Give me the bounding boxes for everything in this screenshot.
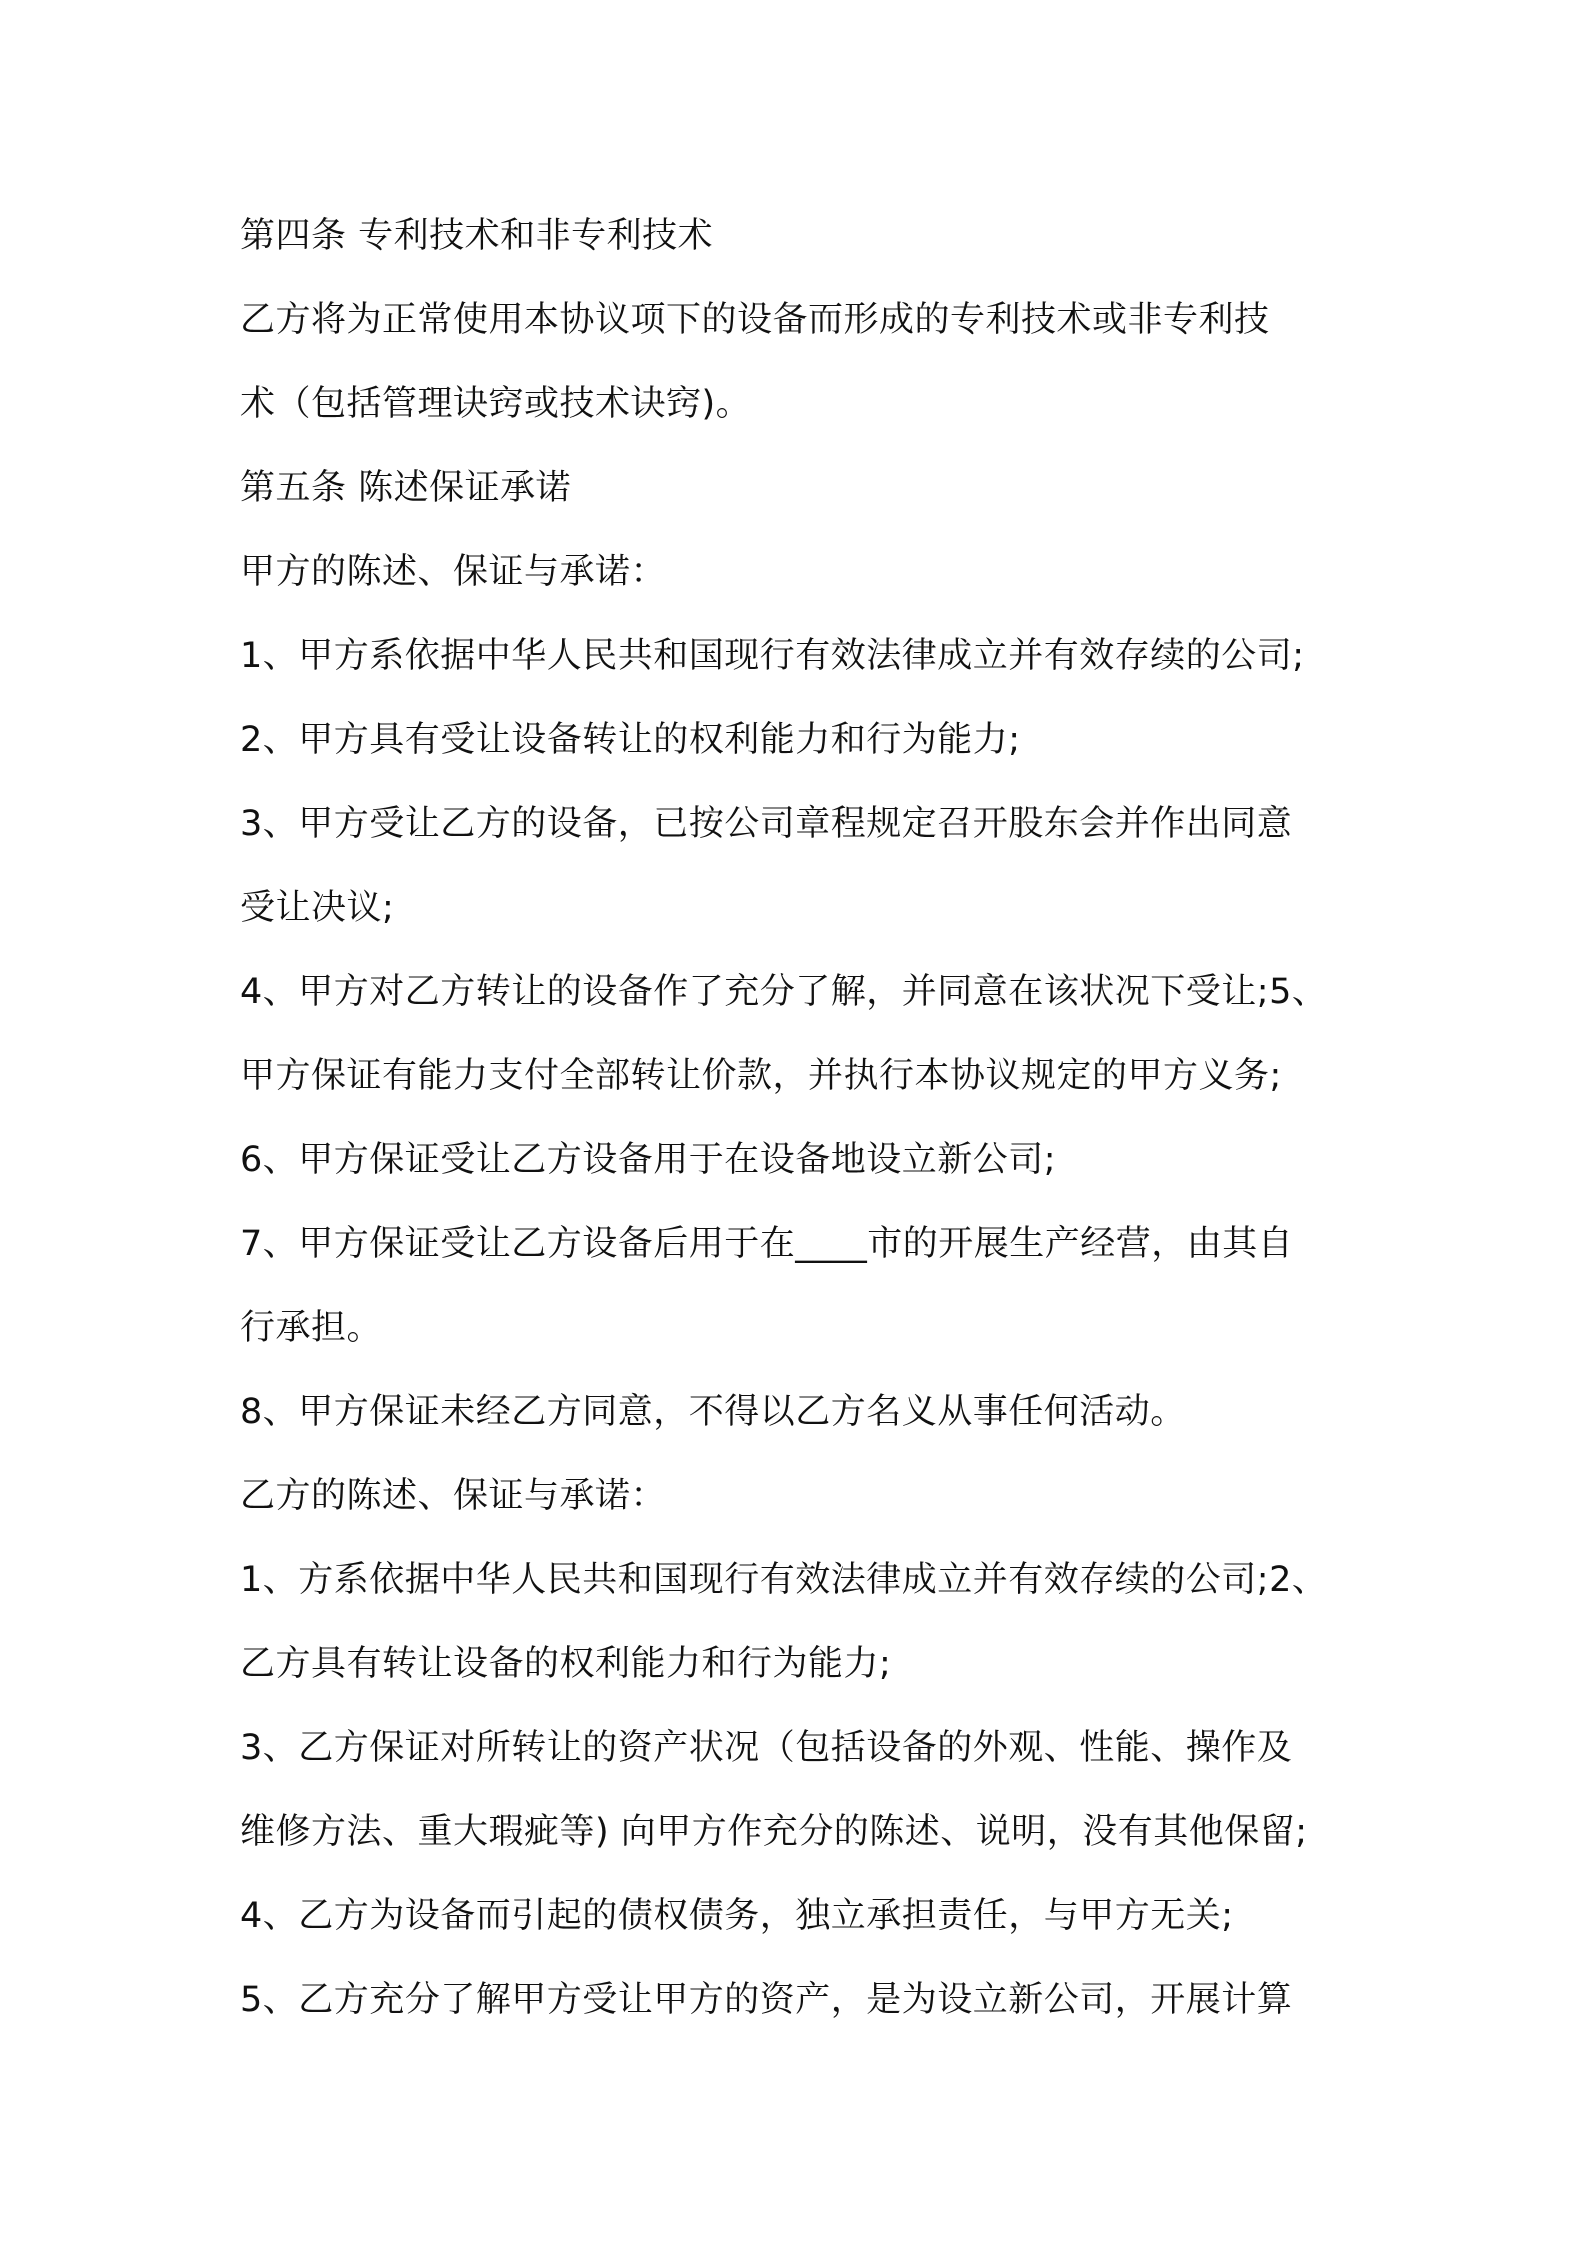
party-a-item-6: 6、甲方保证受让乙方设备用于在设备地设立新公司; <box>240 1140 1057 1180</box>
article-5-heading: 第五条 陈述保证承诺 <box>240 468 572 508</box>
party-b-item-1: 1、方系依据中华人民共和国现行有效法律成立并有效存续的公司;2、 <box>240 1560 1328 1600</box>
party-a-item-2: 2、甲方具有受让设备转让的权利能力和行为能力; <box>240 720 1021 760</box>
party-b-item-3-cont: 维修方法、重大瑕疵等) 向甲方作充分的陈述、说明，没有其他保留; <box>240 1812 1308 1852</box>
party-a-item-5: 甲方保证有能力支付全部转让价款，并执行本协议规定的甲方义务; <box>240 1056 1282 1096</box>
party-a-item-3-cont: 受让决议; <box>240 888 395 928</box>
paragraph-line: 术（包括管理诀窍或技术诀窍)。 <box>240 384 752 424</box>
article-4-heading: 第四条 专利技术和非专利技术 <box>240 216 714 256</box>
paragraph-line: 乙方将为正常使用本协议项下的设备而形成的专利技术或非专利技 <box>240 300 1270 340</box>
document-body <box>240 194 1360 2042</box>
party-b-item-2: 乙方具有转让设备的权利能力和行为能力; <box>240 1644 892 1684</box>
party-a-item-7-cont: 行承担。 <box>240 1308 383 1348</box>
party-a-item-4: 4、甲方对乙方转让的设备作了充分了解，并同意在该状况下受让;5、 <box>240 972 1328 1012</box>
party-a-item-1: 1、甲方系依据中华人民共和国现行有效法律成立并有效存续的公司; <box>240 636 1305 676</box>
party-b-section-heading: 乙方的陈述、保证与承诺： <box>240 1476 667 1516</box>
party-a-item-3: 3、甲方受让乙方的设备，已按公司章程规定召开股东会并作出同意 <box>240 804 1293 844</box>
party-a-section-heading: 甲方的陈述、保证与承诺： <box>240 552 667 592</box>
party-b-item-3: 3、乙方保证对所转让的资产状况（包括设备的外观、性能、操作及 <box>240 1728 1293 1768</box>
party-b-item-4: 4、乙方为设备而引起的债权债务，独立承担责任，与甲方无关; <box>240 1896 1234 1936</box>
party-a-item-7: 7、甲方保证受让乙方设备后用于在____市的开展生产经营，由其自 <box>240 1224 1294 1264</box>
party-a-item-8: 8、甲方保证未经乙方同意，不得以乙方名义从事任何活动。 <box>240 1392 1186 1432</box>
party-b-item-5: 5、乙方充分了解甲方受让甲方的资产，是为设立新公司，开展计算 <box>240 1980 1293 2020</box>
